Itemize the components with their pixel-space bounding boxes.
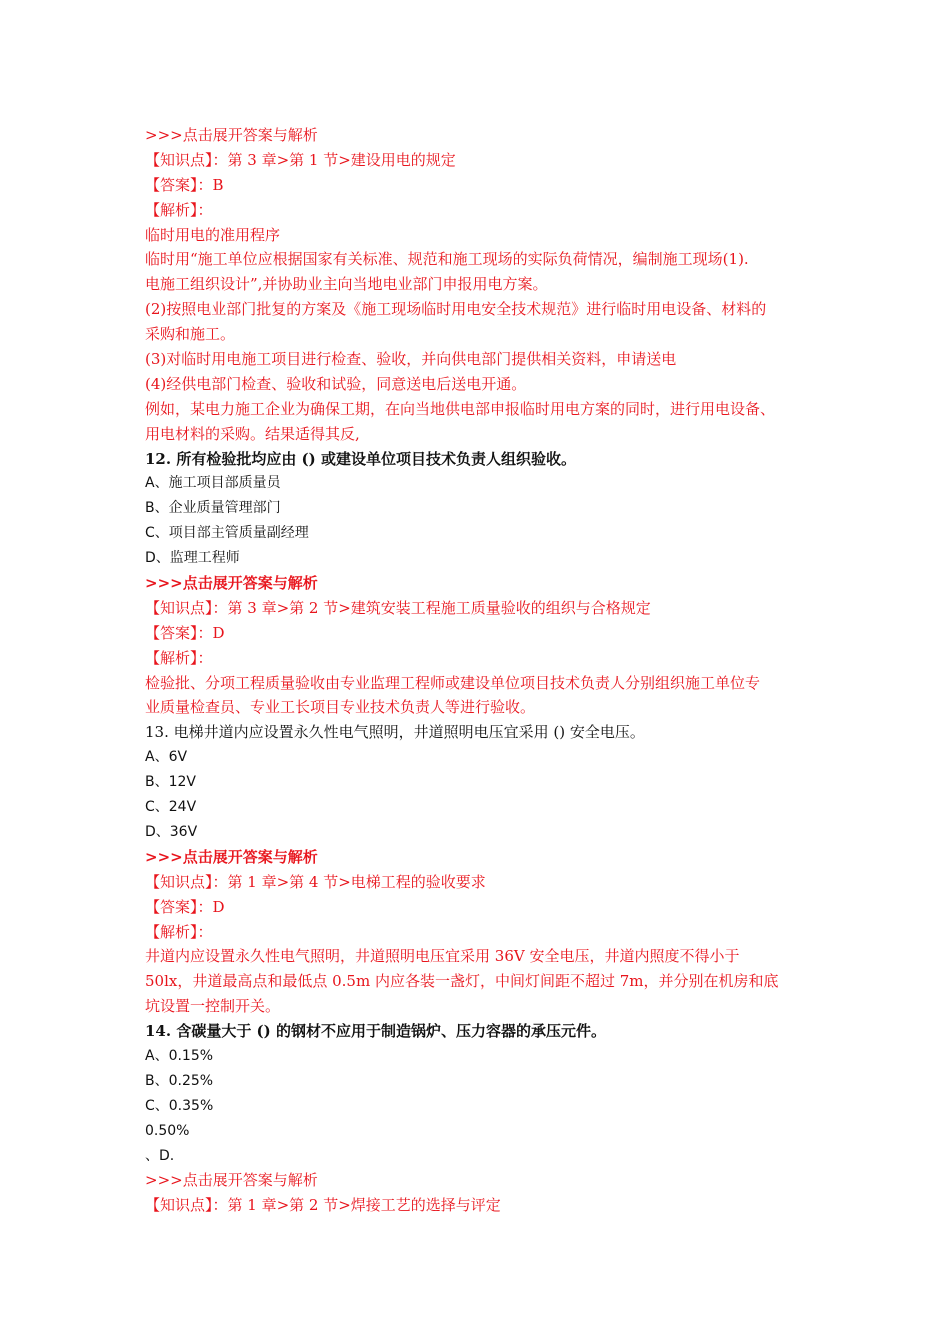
q14-option-a[interactable]: A、0.15% — [145, 1047, 214, 1064]
q11-analysis-line: 例如，某电力施工企业为确保工期，在向当地供电部申报临时用电方案的同时，进行用电设备、 — [145, 399, 776, 418]
q13-option-c[interactable]: C、24V — [145, 799, 197, 816]
q11-analysis-line: (3)对临时用电施工项目进行检查、验收，并向供电部门提供相关资料，申请送电 — [145, 350, 677, 369]
q12-question: 12. 所有检验批均应由 () 或建设单位项目技术负责人组织验收。 — [145, 449, 576, 468]
q13-option-b[interactable]: B、12V — [145, 774, 196, 791]
q14-expand-link[interactable]: >>>点击展开答案与解析 — [145, 1171, 318, 1190]
q11-analysis-line: 电施工组织设计”,并协助业主向当地电业部门申报用电方案。 — [145, 275, 548, 294]
q11-expand-link[interactable]: >>>点击展开答案与解析 — [145, 126, 318, 144]
q13-option-a[interactable]: A、6V — [145, 749, 188, 766]
q12-expand-link[interactable]: >>>点击展开答案与解析 — [145, 574, 318, 593]
q13-knowledge-point: 【知识点】：第 1 章>第 4 节>电梯工程的验收要求 — [145, 872, 486, 891]
q12-option-a[interactable]: A、施工项目部质量员 — [145, 475, 281, 492]
q11-answer: 【答案】：B — [145, 175, 224, 194]
q13-question: 13. 电梯井道内应设置永久性电气照明，井道照明电压宜采用 () 安全电压。 — [145, 723, 645, 742]
q14-option-d-value[interactable]: 0.50% — [145, 1122, 190, 1139]
q12-analysis-line: 检验批、分项工程质量验收由专业监理工程师或建设单位项目技术负责人分别组织施工单位专 — [145, 673, 761, 692]
q11-analysis-line: 临时用电的准用程序 — [145, 225, 281, 244]
q13-analysis-line: 坑设置一控制开关。 — [145, 997, 281, 1016]
q12-analysis-line: 业质量检查员、专业工长项目专业技术负责人等进行验收。 — [145, 698, 536, 717]
document-page — [145, 123, 825, 1218]
q12-analysis-label: 【解析】： — [145, 648, 213, 667]
q14-question: 14. 含碳量大于 () 的钢材不应用于制造锅炉、压力容器的承压元件。 — [145, 1022, 606, 1041]
q11-analysis-line: (4)经供电部门检查、验收和试验，同意送电后送电开通。 — [145, 374, 527, 393]
q11-analysis-line: (2)按照电业部门批复的方案及《施工现场临时用电安全技术规范》进行临时用电设备、材料的 — [145, 300, 767, 319]
q11-analysis-line: 临时用“施工单位应根据国家有关标准、规范和施工现场的实际负荷情况，编制施工现场(1). — [145, 250, 749, 269]
q13-expand-link[interactable]: >>>点击展开答案与解析 — [145, 847, 318, 866]
q13-analysis-label: 【解析】： — [145, 922, 213, 941]
q12-option-d[interactable]: D、监理工程师 — [145, 550, 240, 567]
q14-option-b[interactable]: B、0.25% — [145, 1072, 214, 1089]
q14-option-c[interactable]: C、0.35% — [145, 1097, 214, 1114]
q12-answer: 【答案】：D — [145, 623, 225, 642]
q11-analysis-label: 【解析】： — [145, 200, 213, 219]
q11-knowledge-point: 【知识点】：第 3 章>第 1 节>建设用电的规定 — [145, 150, 456, 169]
q12-option-c[interactable]: C、项目部主管质量副经理 — [145, 525, 309, 542]
q14-option-d-label[interactable]: 、D. — [145, 1147, 175, 1164]
q11-analysis-line: 用电材料的采购。结果适得其反, — [145, 424, 360, 443]
q11-analysis-line: 采购和施工。 — [145, 325, 236, 344]
q12-knowledge-point: 【知识点】：第 3 章>第 2 节>建筑安装工程施工质量验收的组织与合格规定 — [145, 598, 651, 617]
q13-analysis-line: 50lx，井道最高点和最低点 0.5m 内应各装一盏灯，中间灯间距不超过 7m，并分别在机房和底 — [145, 972, 779, 991]
q14-knowledge-point: 【知识点】：第 1 章>第 2 节>焊接工艺的选择与评定 — [145, 1196, 501, 1215]
q13-analysis-line: 井道内应设置永久性电气照明，井道照明电压宜采用 36V 安全电压，井道内照度不得小于 — [145, 947, 740, 966]
q13-option-d[interactable]: D、36V — [145, 823, 198, 840]
q12-option-b[interactable]: B、企业质量管理部门 — [145, 500, 281, 517]
q13-answer: 【答案】：D — [145, 897, 225, 916]
